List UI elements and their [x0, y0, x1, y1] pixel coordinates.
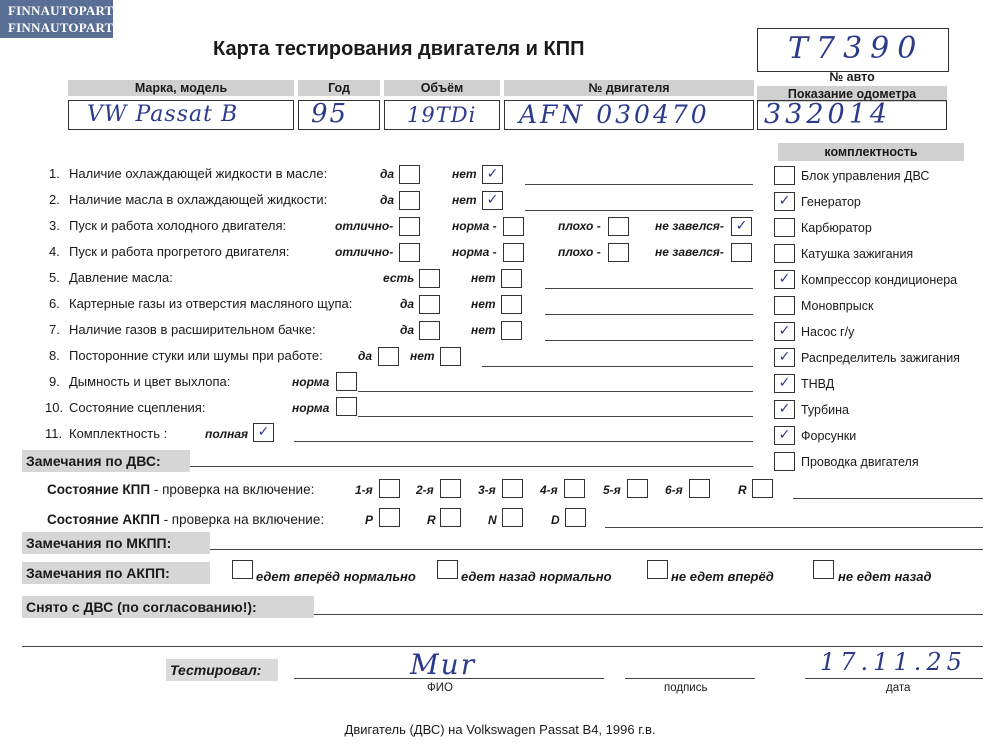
gear-2-checkbox[interactable] [440, 479, 461, 498]
q2-yes-checkbox[interactable] [399, 191, 420, 210]
question-5-num: 5. [49, 270, 60, 285]
question-7-num: 7. [49, 322, 60, 337]
gear-6-checkbox[interactable] [689, 479, 710, 498]
kpp-state-label [47, 482, 314, 497]
komplect-label-turbine: Турбина [801, 403, 849, 417]
dvs-notes-line [190, 466, 753, 467]
auto-number-box [757, 28, 949, 72]
volume-header: Объём [384, 80, 500, 96]
komplect-label-wiring: Проводка двигателя [801, 455, 919, 469]
q8-yes-label: да [358, 349, 373, 363]
gear-5-label: 5-я [603, 483, 621, 497]
akpp-r-checkbox[interactable] [440, 508, 461, 527]
engine-number-header: № двигателя [504, 80, 754, 96]
q11-notes-line [294, 441, 753, 442]
year-cell [298, 100, 380, 130]
signature-handwriting: Mur [410, 648, 477, 681]
question-8-num: 8. [49, 348, 60, 363]
akpp-state-notes-line [605, 527, 983, 528]
q10-norma-label: норма [292, 401, 330, 415]
q4-nostart-checkbox[interactable] [731, 243, 752, 262]
mkpp-notes-label: Замечания по МКПП: [22, 532, 210, 554]
mkpp-notes-line [210, 549, 983, 550]
komplect-label-generator: Генератор [801, 195, 861, 209]
question-5-text: Давление масла: [69, 270, 173, 285]
auto-number-label: № авто [829, 70, 875, 84]
gear-3-checkbox[interactable] [502, 479, 523, 498]
model-header: Марка, модель [68, 80, 294, 96]
date-caption: дата [886, 682, 911, 694]
q3-normal-label: норма - [452, 219, 497, 233]
question-4-text: Пуск и работа прогретого двигателя: [69, 244, 290, 259]
gear-2-label: 2-я [416, 483, 434, 497]
komplect-checkbox-injection-pump[interactable]: ✓ [774, 374, 795, 393]
odometer-header: Показание одометра [757, 86, 947, 102]
question-2-text: Наличие масла в охлаждающей жидкости: [69, 192, 328, 207]
komplect-label-power-steering-pump: Насос г/у [801, 325, 855, 339]
q1-yes-label: да [380, 167, 395, 181]
q10-norma-checkbox[interactable] [336, 397, 357, 416]
gear-6-label: 6-я [665, 483, 683, 497]
question-3-text: Пуск и работа холодного двигателя: [69, 218, 287, 233]
question-6-text: Картерные газы из отверстия масляного щупа: [69, 296, 353, 311]
komplect-checkbox-wiring[interactable] [774, 452, 795, 471]
gear-1-checkbox[interactable] [379, 479, 400, 498]
q7-no-checkbox[interactable] [501, 321, 522, 340]
q4-bad-checkbox[interactable] [608, 243, 629, 262]
q1-no-checkbox[interactable]: ✓ [482, 165, 503, 184]
q7-yes-checkbox[interactable] [419, 321, 440, 340]
akpp-backward-ok-label: едет назад нормально [461, 569, 612, 584]
q5-no-label: нет [471, 271, 496, 285]
akpp-r-label: R [427, 513, 436, 527]
akpp-no-forward-label: не едет вперёд [671, 569, 774, 584]
q2-no-label: нет [452, 193, 477, 207]
signature-caption: подпись [664, 682, 708, 694]
question-9-text: Дымность и цвет выхлопа: [69, 374, 231, 389]
odometer-value: 332014 [764, 99, 892, 130]
kpp-notes-line [793, 498, 983, 499]
q4-nostart-label: не завелся- [655, 245, 724, 259]
q4-excellent-label: отлично- [335, 245, 394, 259]
logo-line-2: FINNAUTOPARTS [8, 20, 121, 35]
komplect-label-ignition-coil: Катушка зажигания [801, 247, 914, 261]
question-10-num: 10. [45, 400, 64, 415]
question-8-text: Посторонние стуки или шумы при работе: [69, 348, 323, 363]
q5-notes-line [545, 288, 753, 289]
q6-no-checkbox[interactable] [501, 295, 522, 314]
akpp-n-label: N [488, 513, 497, 527]
kpp-state-label-rest: - проверка на включение: [150, 482, 315, 497]
question-7-text: Наличие газов в расширительном бачке: [69, 322, 316, 337]
q6-yes-checkbox[interactable] [419, 295, 440, 314]
tested-by-label: Тестировал: [166, 659, 278, 681]
komplect-label-injectors: Форсунки [801, 429, 857, 443]
q9-notes-line [358, 391, 753, 392]
komplect-checkbox-monoinjection[interactable] [774, 296, 795, 315]
q3-bad-label: плохо - [558, 219, 601, 233]
komplect-checkbox-injectors[interactable]: ✓ [774, 426, 795, 445]
komplect-checkbox-distributor[interactable]: ✓ [774, 348, 795, 367]
question-1-num: 1. [49, 166, 60, 181]
komplect-label-ecu: Блок управления ДВС [801, 169, 930, 183]
komplect-checkbox-ignition-coil[interactable] [774, 244, 795, 263]
question-9-num: 9. [49, 374, 60, 389]
gear-3-label: 3-я [478, 483, 496, 497]
akpp-state-label [47, 512, 324, 527]
question-2-num: 2. [49, 192, 60, 207]
form-title: Карта тестирования двигателя и КПП [213, 38, 585, 60]
q9-norma-checkbox[interactable] [336, 372, 357, 391]
komplect-checkbox-carburetor[interactable] [774, 218, 795, 237]
engine-number-cell [504, 100, 754, 130]
komplect-checkbox-generator[interactable]: ✓ [774, 192, 795, 211]
question-11-num: 11. [45, 426, 63, 441]
q2-yes-label: да [380, 193, 395, 207]
q3-excellent-checkbox[interactable] [399, 217, 420, 236]
akpp-d-checkbox[interactable] [565, 508, 586, 527]
akpp-notes-label: Замечания по АКПП: [22, 562, 210, 584]
model-value: VW Passat B [87, 102, 239, 127]
q6-no-label: нет [471, 297, 496, 311]
q8-yes-checkbox[interactable] [378, 347, 399, 366]
gear-r-label: R [738, 483, 747, 497]
q9-norma-label: норма [292, 375, 330, 389]
q5-no-checkbox[interactable] [501, 269, 522, 288]
akpp-state-label-rest: - проверка на включение: [159, 512, 325, 527]
logo-line-1: FINNAUTOPARTS [8, 3, 121, 18]
image-caption: Двигатель (ДВС) на Volkswagen Passat B4, 1996 г.в. [344, 722, 656, 737]
auto-number-value: T7390 [788, 31, 925, 66]
q5-exists-checkbox[interactable] [419, 269, 440, 288]
akpp-p-label: P [365, 513, 374, 527]
gear-r-checkbox[interactable] [752, 479, 773, 498]
gear-1-label: 1-я [355, 483, 373, 497]
gear-4-label: 4-я [540, 483, 558, 497]
q7-notes-line [545, 340, 753, 341]
akpp-no-backward-checkbox[interactable] [813, 560, 834, 579]
q6-yes-label: да [400, 297, 415, 311]
akpp-state-label-bold: Состояние АКПП [47, 512, 160, 527]
komplect-checkbox-ac-compressor[interactable]: ✓ [774, 270, 795, 289]
q8-notes-line [482, 366, 753, 367]
komplect-label-distributor: Распределитель зажигания [801, 351, 960, 365]
komplect-header: комплектность [778, 143, 964, 161]
q3-nostart-label: не завелся- [655, 219, 724, 233]
gear-4-checkbox[interactable] [564, 479, 585, 498]
q2-no-checkbox[interactable]: ✓ [482, 191, 503, 210]
q10-notes-line [358, 416, 753, 417]
watermark-logo [0, 0, 121, 38]
model-cell [68, 100, 294, 130]
date-line [805, 678, 983, 679]
komplect-label-carburetor: Карбюратор [801, 221, 872, 235]
komplect-label-injection-pump: ТНВД [801, 377, 835, 391]
removed-line-1 [314, 614, 983, 615]
q3-normal-checkbox[interactable] [503, 217, 524, 236]
q11-full-label: полная [205, 427, 249, 441]
q3-excellent-label: отлично- [335, 219, 394, 233]
q8-no-label: нет [410, 349, 435, 363]
question-4-num: 4. [49, 244, 60, 259]
dvs-notes-label: Замечания по ДВС: [22, 450, 190, 472]
year-value: 95 [311, 99, 349, 129]
akpp-p-checkbox[interactable] [379, 508, 400, 527]
signature-line [625, 678, 755, 679]
kpp-state-label-bold: Состояние КПП [47, 482, 151, 497]
removed-line-2 [22, 646, 983, 647]
removed-from-engine-label: Снято с ДВС (по согласованию!): [22, 596, 314, 618]
akpp-forward-ok-label: едет вперёд нормально [256, 569, 416, 584]
akpp-forward-ok-checkbox[interactable] [232, 560, 253, 579]
q4-excellent-checkbox[interactable] [399, 243, 420, 262]
q3-nostart-checkbox[interactable]: ✓ [731, 217, 752, 236]
akpp-backward-ok-checkbox[interactable] [437, 560, 458, 579]
q7-no-label: нет [471, 323, 496, 337]
q8-no-checkbox[interactable] [440, 347, 461, 366]
odometer-cell [757, 100, 947, 130]
akpp-no-forward-checkbox[interactable] [647, 560, 668, 579]
q11-full-checkbox[interactable]: ✓ [253, 423, 274, 442]
q4-bad-label: плохо - [558, 245, 601, 259]
komplect-label-monoinjection: Моновпрыск [801, 299, 874, 313]
question-1-text: Наличие охлаждающей жидкости в масле: [69, 166, 328, 181]
q5-exists-label: есть [383, 271, 415, 285]
akpp-n-checkbox[interactable] [502, 508, 523, 527]
question-11-text: Комплектность : [69, 426, 168, 441]
volume-value: 19TDi [407, 103, 477, 127]
akpp-no-backward-label: не едет назад [838, 569, 932, 584]
question-10-text: Состояние сцепления: [69, 400, 206, 415]
komplect-checkbox-turbine[interactable]: ✓ [774, 400, 795, 419]
volume-cell [384, 100, 500, 130]
year-header: Год [298, 80, 380, 96]
date-handwriting: 17.11.25 [820, 648, 967, 676]
komplect-label-ac-compressor: Компрессор кондиционера [801, 273, 958, 287]
question-3-num: 3. [49, 218, 60, 233]
q1-notes-line [525, 184, 753, 185]
q1-yes-checkbox[interactable] [399, 165, 420, 184]
q1-no-label: нет [452, 167, 477, 181]
q7-yes-label: да [400, 323, 415, 337]
fio-caption: ФИО [427, 682, 453, 694]
q4-normal-checkbox[interactable] [503, 243, 524, 262]
question-6-num: 6. [49, 296, 60, 311]
komplect-checkbox-ecu[interactable] [774, 166, 795, 185]
q2-notes-line [525, 210, 753, 211]
akpp-d-label: D [551, 513, 560, 527]
komplect-checkbox-power-steering-pump[interactable]: ✓ [774, 322, 795, 341]
q4-normal-label: норма - [452, 245, 497, 259]
q6-notes-line [545, 314, 753, 315]
engine-number-value: AFN 030470 [519, 100, 710, 129]
q3-bad-checkbox[interactable] [608, 217, 629, 236]
gear-5-checkbox[interactable] [627, 479, 648, 498]
